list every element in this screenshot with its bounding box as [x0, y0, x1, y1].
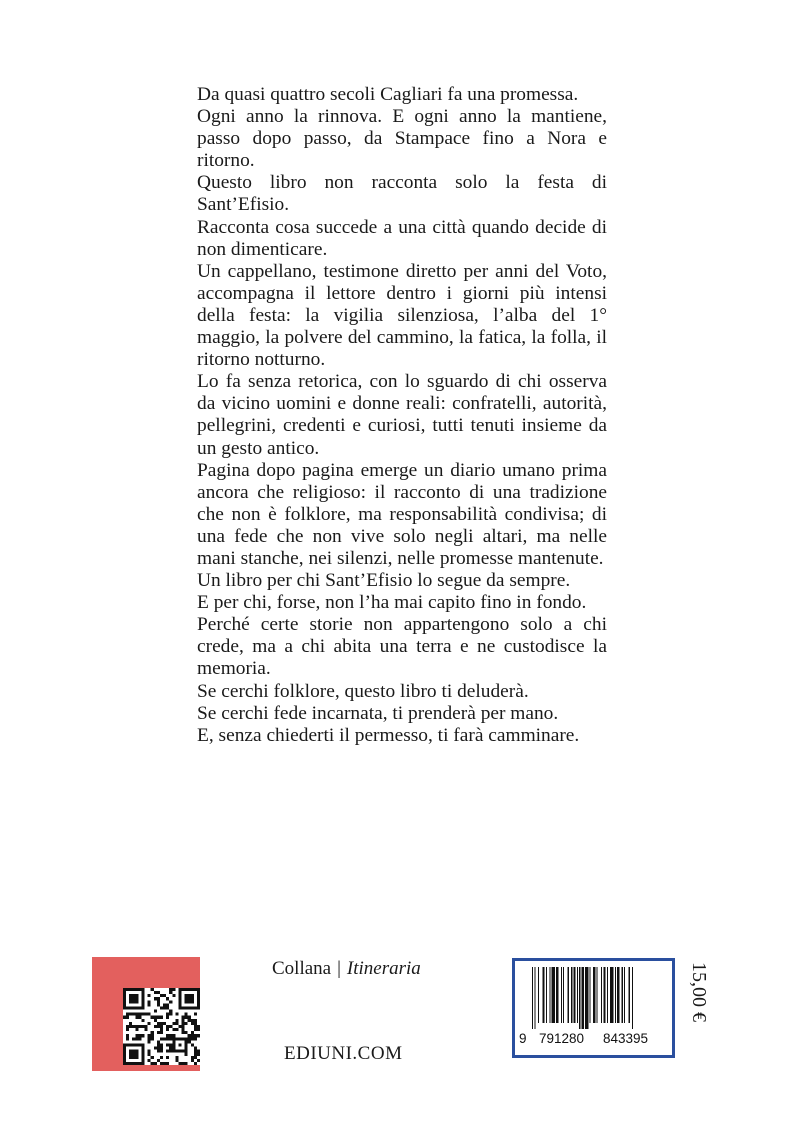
publisher-site[interactable]: EDIUNI.COM	[284, 1043, 403, 1064]
price-tag	[682, 962, 712, 1062]
blurb-paragraph: Un libro per chi Sant’Efisio lo segue da sempre.	[197, 570, 571, 592]
qr-code-icon[interactable]	[123, 988, 200, 1065]
blurb-paragraph: E, senza chiederti il permesso, ti farà camminare.	[197, 724, 580, 746]
price-label: 15,00 €	[688, 962, 710, 1022]
blurb-paragraph: Se cerchi folklore, questo libro ti deluderà.	[197, 680, 529, 702]
series-line	[272, 958, 421, 980]
blurb-paragraph: Ogni anno la rinnova. E ogni anno la mantiene, passo dopo passo, da Stampace fino a Nora e ritorno.	[197, 106, 607, 172]
series-name: Itineraria	[346, 958, 421, 979]
barcode-lead-digit: 9	[519, 1031, 527, 1046]
barcode-group-1: 791280	[539, 1031, 585, 1046]
blurb-paragraph: Pagina dopo pagina emerge un diario umano prima ancora che religioso: il racconto di una tradizione che non è folklore, ma responsabilità condivisa; di una fede che non vive solo negli altari, ma nelle mani stanche, nei silenzi, nelle promesse mantenute.	[197, 459, 607, 569]
blurb-paragraph: E per chi, forse, non l’ha mai capito fino in fondo.	[197, 592, 587, 614]
blurb-paragraph: Da quasi quattro secoli Cagliari fa una promessa.	[197, 84, 579, 105]
blurb-paragraph: Lo fa senza retorica, con lo sguardo di chi osserva da vicino uomini e donne reali: confratelli, autorità, pellegrini, credenti e curiosi, tutti tenuti insieme da un gesto antico.	[197, 371, 607, 459]
accent-block	[92, 957, 200, 1071]
blurb-paragraph: Perché certe storie non appartengono solo a chi crede, ma a chi abita una terra e ne custodisce la memoria.	[197, 614, 607, 680]
series-separator: |	[337, 958, 341, 979]
isbn-barcode	[512, 958, 675, 1058]
series-label: Collana	[272, 958, 332, 979]
blurb-paragraph: Racconta cosa succede a una città quando decide di non dimenticare.	[197, 216, 607, 260]
barcode-group-2: 843395	[603, 1031, 649, 1046]
blurb-paragraph: Un cappellano, testimone diretto per anni del Voto, accompagna il lettore dentro i giorni più intensi della festa: la vigilia silenziosa, l’alba del 1° maggio, la polvere del cammino, la fatica, la folla, il ritorno notturno.	[197, 260, 607, 371]
blurb-paragraph: Se cerchi fede incarnata, ti prenderà per mano.	[197, 702, 559, 724]
blurb-paragraph: Questo libro non racconta solo la festa di Sant’Efisio.	[197, 172, 607, 216]
back-cover-blurb	[197, 84, 607, 747]
